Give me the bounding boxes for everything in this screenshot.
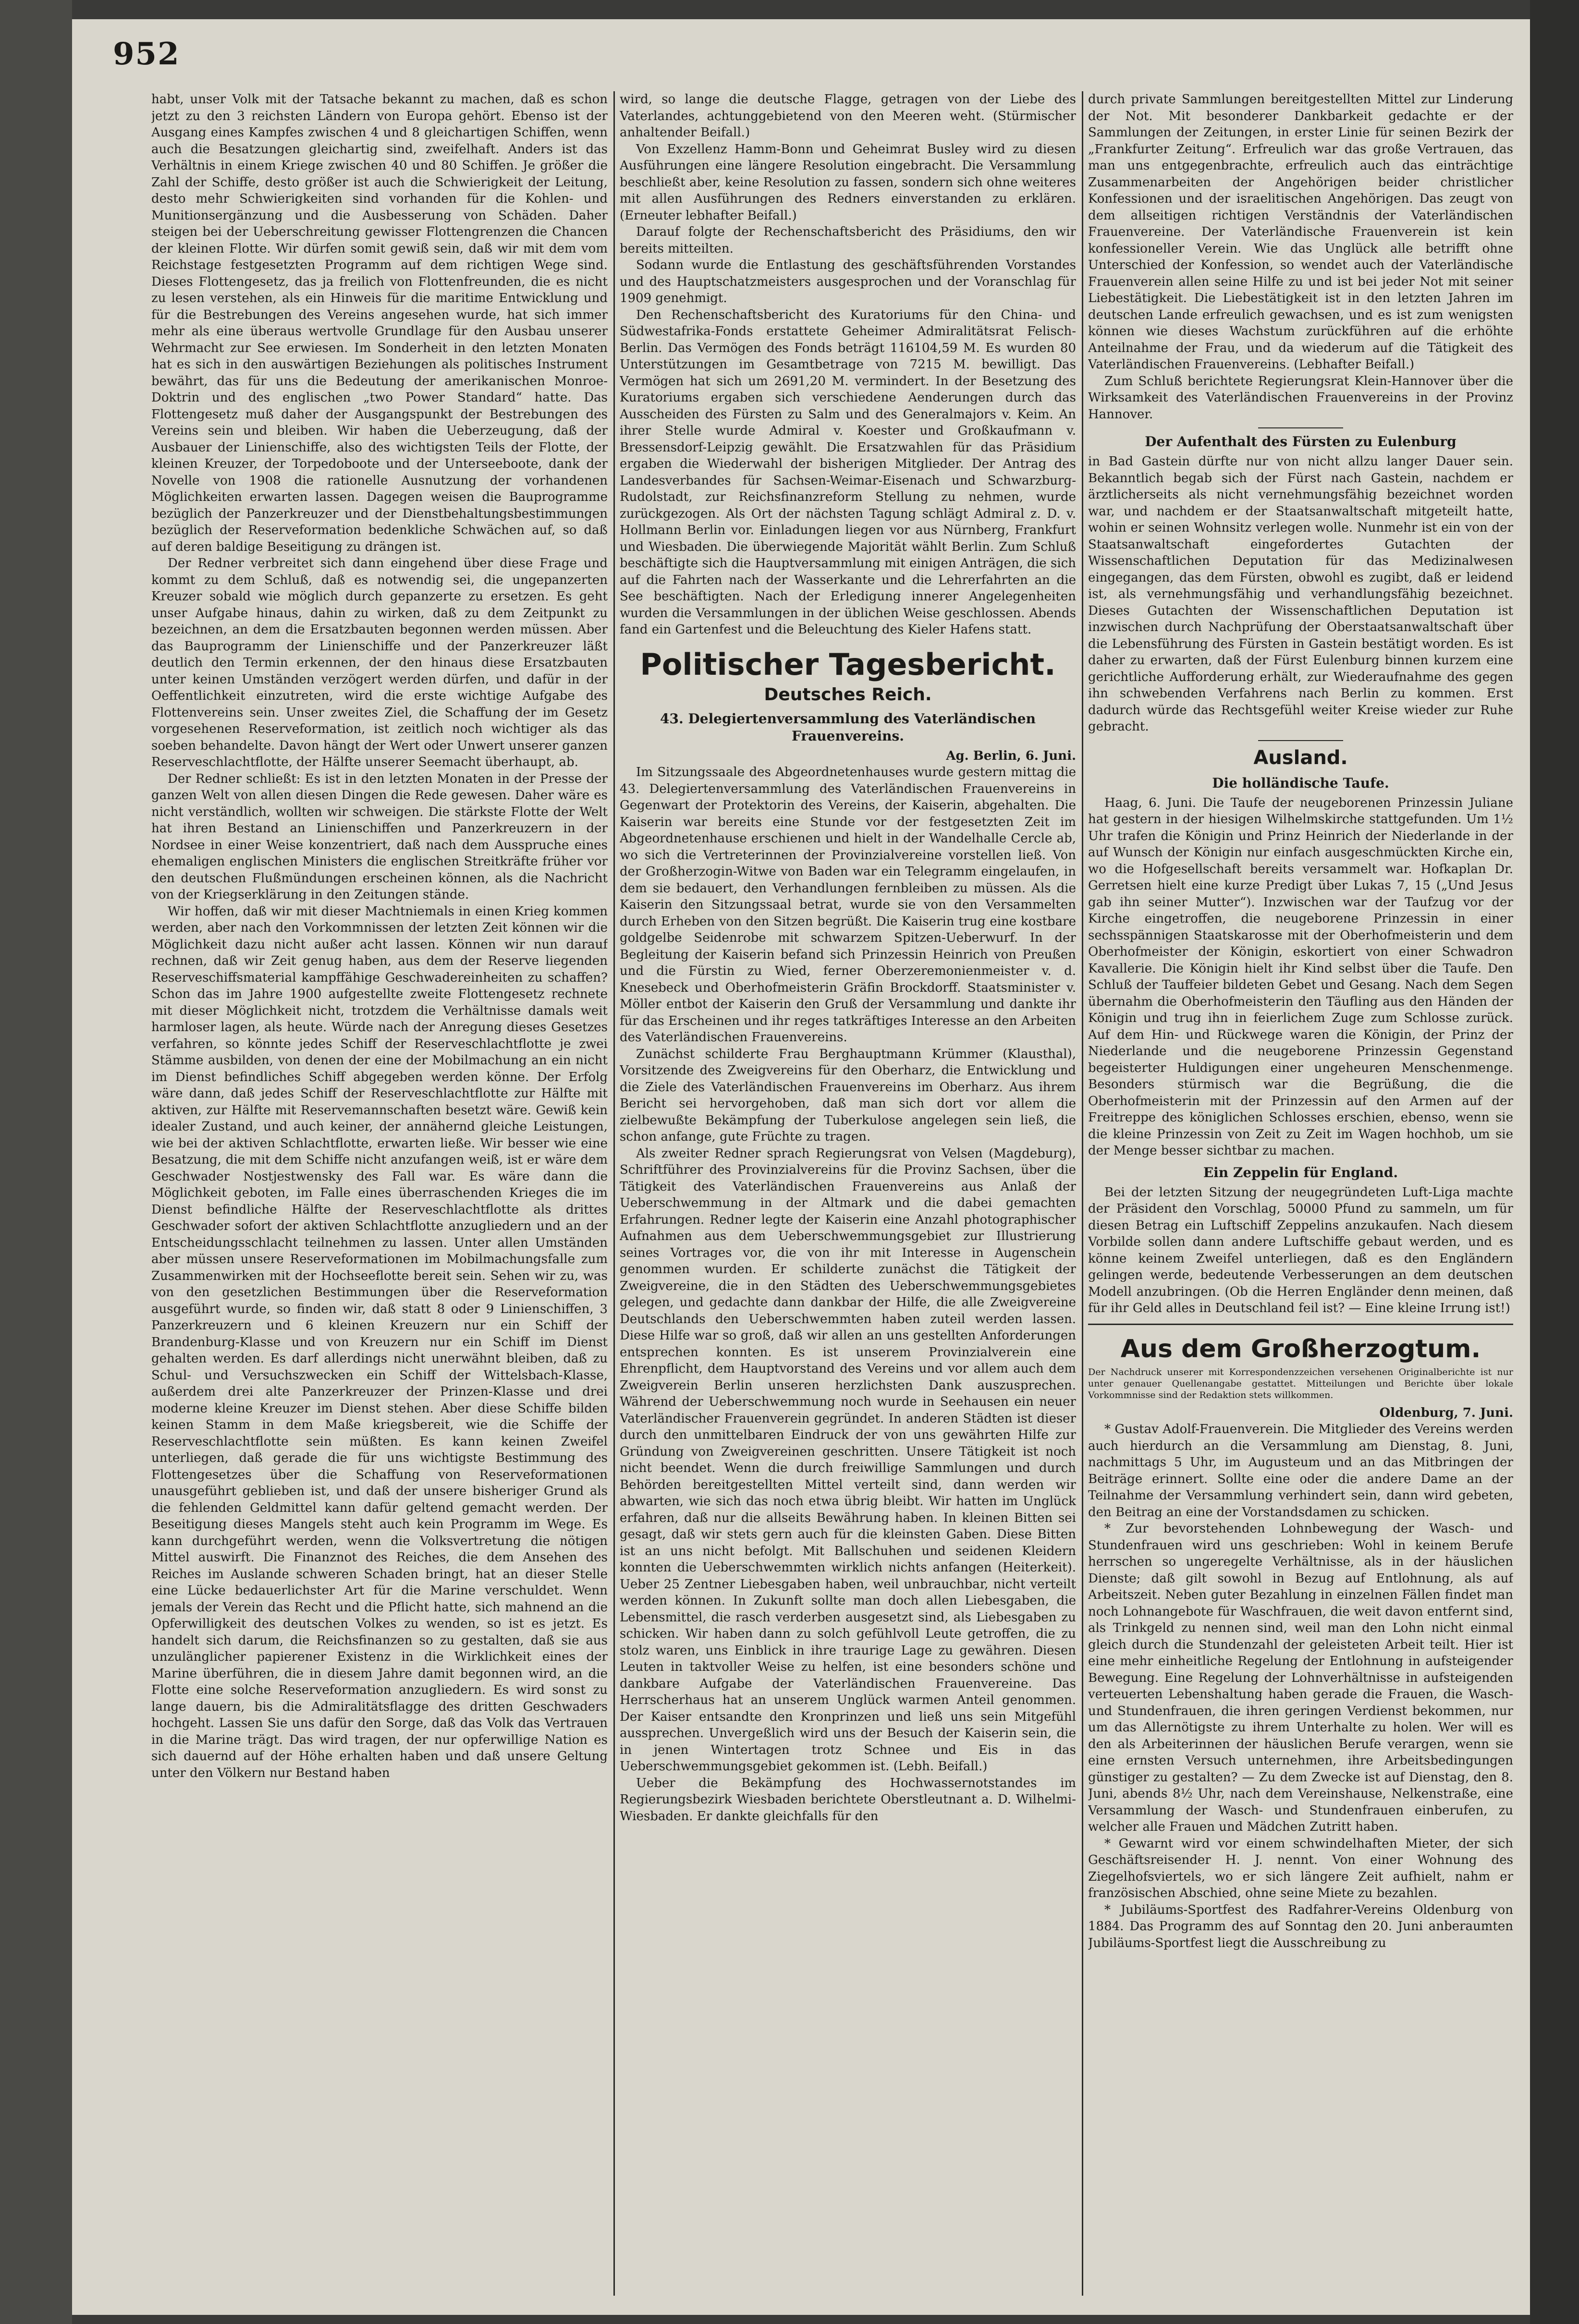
article-title: 43. Delegiertenversammlung des Vaterländischen Frauenvereins. — [660, 710, 1036, 744]
column-rule — [613, 91, 615, 2296]
paragraph: Haag, 6. Juni. Die Taufe der neugeborenen Prinzessin Juliane hat gestern in der hiesigen Wilhelmskirche stattgefunden. Um 1½ Uhr trafen die Königin und Prinz Heinrich der Niederlande in der auf Wunsch der Königin nur einfach ausgeschmückten Kirche ein, wo die Hofgesellschaft bereits versammelt war. Hofkaplan Dr. Gerretsen hielt eine kurze Predigt über Lukas 7, 15 („Und Jesus gab ihn seiner Mutter“). Inzwischen war der Taufzug vor der Kirche eingetroffen, die neugeborene Prinzessin in einer sechsspännigen Staatskarosse mit der Oberhofmeisterin und dem Oberhofmeister der Königin, eskortiert von einer Schwadron Kavallerie. Die Königin hielt ihr Kind selbst über die Taufe. Den Schluß der Tauffeier bildeten Gebet und Gesang. Nach dem Segen übernahm die Oberhofmeisterin den Täufling aus den Händen der Königin und trug ihn in feierlichem Zuge zum Schlosse zurück. Auf dem Hin- und Rückwege waren die Königin, der Prinz der Niederlande und die neugeborene Prinzessin Gegenstand begeisterter Huldigungen einer ungeheuren Menschenmenge. Besonders stürmisch war die Begrüßung, die die Oberhofmeisterin mit der Prinzessin auf den Armen auf der Freitreppe des königlichen Schlosses erschien, ebenso, wenn sie die kleine Prinzessin von Zeit zu Zeit im Wagen hochhob, um sie der Menge besser sichtbar zu machen. — [1088, 795, 1513, 1158]
divider — [1258, 427, 1343, 428]
paragraph: in Bad Gastein dürfte nur von nicht allzu langer Dauer sein. Bekanntlich begab sich der Fürst nach Gastein, nachdem er ärztlicherseits als nicht vernehmungsfähig bezeichnet worden war, und nachdem er der Staatsanwaltschaft mitgeteilt hatte, wohin er seinen Wohnsitz verlegen wolle. Nunmehr ist ein von der Staatsanwaltschaft eingefordertes Gutachten der Wissenschaftlichen Deputation für das Medizinalwesen eingegangen, das dem Fürsten, obwohl es zugibt, daß er leidend ist, als vernehmungsfähig und verhandlungsfähig bezeichnet. Dieses Gutachten der Wissenschaftlichen Deputation ist inzwischen durch Nachprüfung der Oberstaatsanwaltschaft über die Lebensführung des Fürsten in Gastein bestätigt worden. Es ist daher zu erwarten, daß der Fürst Eulenburg binnen kurzem eine gerichtliche Aufforderung erhält, zur Wiederaufnahme des gegen ihn schwebenden Verfahrens nach Berlin zu kommen. Erst dadurch würde das Rechtsgefühl weiter Kreise wieder zur Ruhe gebracht. — [1088, 454, 1513, 734]
paragraph: Darauf folgte der Rechenschaftsbericht des Präsidiums, den wir bereits mitteilten. — [620, 225, 1076, 256]
column-2 — [620, 91, 1076, 2300]
reprint-note: Der Nachdruck unserer mit Korrespondenzzeichen versehenen Originalberichte ist nur unter genauer Quellenangabe gestattet. Mitteilungen und Berichte über lokale Vorkommnisse sind der Redaktion stets willkommen. — [1088, 1366, 1513, 1400]
paragraph: Der Redner verbreitet sich dann eingehend über diese Frage und kommt zu dem Schluß, daß es notwendig sei, die ungepanzerten Kreuzer sobald wie möglich durch gepanzerte zu ersetzen. Es geht unser Aufgabe hinaus, dahin zu wirken, daß zu dem Zeitpunkt zu bezeichnen, an dem die Ersatzbauten begonnen werden müssen. Aber das Bauprogramm der Linienschiffe und der Panzerkreuzer läßt deutlich den Termin erkennen, der den hinaus diese Ersatzbauten unter keinen Umständen verzögert werden dürfen, und dafür in der Oeffentlichkeit einzutreten, wird die erste wichtige Aufgabe des Flottenvereins sein. Unser zweites Ziel, die Schaffung der im Gesetz vorgesehenen Reserveformation, ist zeitlich noch wichtiger als das soeben behandelte. Davon hängt der Wert oder Unwert unserer ganzen Reserveschlachtflotte, der Hälfte unserer Seemacht überhaupt, ab. — [151, 556, 608, 769]
paragraph: Den Rechenschaftsbericht des Kuratoriums für den China- und Südwestafrika-Fonds erstattete Geheimer Admiralitätsrat Felisch-Berlin. Das Vermögen des Fonds beträgt 116104,59 M. Es wurden 80 Unterstützungen im Gesamtbetrage von 7215 M. bewilligt. Das Vermögen hat sich um 2691,20 M. vermindert. In der Besetzung des Kuratoriums ergaben sich verschiedene Aenderungen durch das Ausscheiden des Fürsten zu Salm und des Generalmajors v. Keim. An ihrer Stelle wurde Admiral v. Koester und Großkaufmann v. Bressensdorf-Leipzig gewählt. Die Ersatzwahlen für das Präsidium ergaben die Wiederwahl der bisherigen Mitglieder. Der Antrag des Landesverbandes für Sachsen-Weimar-Eisenach und Schwarzburg-Rudolstadt, zur Reichsfinanzreform Stellung zu nehmen, wurde zurückgezogen. Als Ort der nächsten Tagung schlägt Admiral z. D. v. Hollmann Berlin vor. Einladungen liegen vor aus Nürnberg, Frankfurt und Wiesbaden. Die überwiegende Majorität wählt Berlin. Zum Schluß beschäftigte sich die Hauptversammlung mit einigen Anträgen, die sich auf die Fahrten nach der Wasserkante und die Lehrerfahrten an die See beschäftigten. Nach der Erledigung innerer Angelegenheiten wurden die Versammlungen in der üblichen Weise geschlossen. Abends fand ein Gartenfest und die Beleuchtung des Kieler Hafens statt. — [620, 307, 1076, 637]
column-rule — [1082, 91, 1083, 2296]
divider — [1258, 740, 1343, 741]
page-number: 952 — [113, 36, 180, 72]
dateline: Oldenburg, 7. Juni. — [1379, 1405, 1513, 1420]
paragraph: Bei der letzten Sitzung der neugegründeten Luft-Liga machte der Präsident den Vorschlag, 50000 Pfund zu sammeln, um für diesen Betrag ein Luftschiff Zeppelins anzukaufen. Nach diesem Vorbilde sollen dann andere Luftschiffe gebaut werden, und es könne keinem Zweifel unterliegen, daß es den Engländern gelingen werde, bedeutende Verbesserungen an dem deutschen Modell anzubringen. (Ob die Herren Engländer denn meinen, daß für ihr Geld alles in Deutschland feil ist? — Eine kleine Irrung ist!) — [1088, 1185, 1513, 1315]
paragraph: Ueber die Bekämpfung des Hochwassernotstandes im Regierungsbezirk Wiesbaden berichtete Oberstleutnant a. D. Wilhelmi-Wiesbaden. Er dankte gleichfalls für den — [620, 1776, 1076, 1824]
paragraph: Der Redner schließt: Es ist in den letzten Monaten in der Presse der ganzen Welt von allen diesen Dingen die Rede gewesen. Daher wäre es nicht verständlich, wollten wir schweigen. Die stärkste Flotte der Welt hat ihren Bestand an Linienschiffen und Panzerkreuzern in der Nordsee in einer Weise konzentriert, daß nach dem Ausspruche eines ehemaligen englischen Ministers die englischen Streitkräfte früher vor den deutschen Flußmündungen erscheinen können, als die Nachricht von der Kriegserklärung in den Zeitungen stände. — [151, 771, 608, 902]
article-title: Ein Zeppelin für England. — [1203, 1164, 1398, 1180]
paragraph: wird, so lange die deutsche Flagge, getragen von der Liebe des Vaterlandes, achtunggebietend von den Meeren weht. (Stürmischer anhaltender Beifall.) — [620, 92, 1076, 140]
article-title: Der Aufenthalt des Fürsten zu Eulenburg — [1145, 434, 1457, 450]
paragraph: * Zur bevorstehenden Lohnbewegung der Wasch- und Stundenfrauen wird uns geschrieben: Wohl in keinem Berufe herrschen so ungeregelte Verhältnisse, als in der häuslichen Dienste; daß gilt sowohl in Bezug auf Entlohnung, als auf Arbeitszeit. Neben guter Bezahlung in einzelnen Fällen findet man noch Lohnangebote für Waschfrauen, die weit davon entfernt sind, als Trinkgeld zu nennen sind, weil man den Lohn nicht einmal gleich durch die Stundenzahl der geleisteten Arbeit teilt. Hier ist eine mehr einheitliche Regelung der Entlohnung in aufsteigender Bewegung. Eine Regelung der Lohnverhältnisse in aufsteigenden verteuerten Lebenshaltung haben gerade die Frauen, die Wasch- und Stundenfrauen, die ihren geringen Verdienst bekommen, nur um das Allernötigste zu ihrem Unterhalte zu holen. Wer will es den als Arbeiterinnen der häuslichen Berufe verargen, wenn sie eine ernsten Versuch unternehmen, ihre Arbeitsbedingungen günstiger zu gestalten? — Zu dem Zwecke ist auf Dienstag, den 8. Juni, abends 8½ Uhr, nach dem Vereinshause, Nelkenstraße, eine Versammlung der Wasch- und Stundenfrauen einberufen, zu welcher alle Frauen und Mädchen Zutritt haben. — [1088, 1521, 1513, 1834]
scan-left-edge — [0, 0, 72, 2324]
paragraph: Sodann wurde die Entlastung des geschäftsführenden Vorstandes und des Hauptschatzmeisters ausgesprochen und der Voranschlag für 1909 genehmigt. — [620, 258, 1076, 305]
paragraph: * Gustav Adolf-Frauenverein. Die Mitglieder des Vereins werden auch hierdurch an die Versammlung am Dienstag, 8. Juni, nachmittags 5 Uhr, im Augusteum und an das Mitbringen der Beiträge erinnert. Sollte eine oder die andere Dame an der Teilnahme der Versammlung verhindert sein, dann wird gebeten, den Beitrag an eine der Vorstandsdamen zu schicken. — [1088, 1422, 1513, 1520]
newspaper-page — [72, 19, 1530, 2315]
article-title: Die holländische Taufe. — [1212, 775, 1389, 791]
section-title: Aus dem Großherzogtum. — [1120, 1334, 1481, 1363]
paragraph: Zum Schluß berichtete Regierungsrat Klein-Hannover über die Wirksamkeit des Vaterländischen Frauenvereins in der Provinz Hannover. — [1088, 374, 1513, 422]
section-title: Politischer Tagesbericht. — [640, 646, 1056, 682]
paragraph: * Gewarnt wird vor einem schwindelhaften Mieter, der sich Geschäftsreisender H. J. nennt. Von einer Wohnung des Ziegelhofsviertels, wo er sich längere Zeit aufhielt, nahm er französischen Abschied, ohne seine Miete zu bezahlen. — [1088, 1836, 1513, 1900]
paragraph: habt, unser Volk mit der Tatsache bekannt zu machen, daß es schon jetzt zu den 3 reichsten Ländern von Europa gehört. Ebenso ist der Ausgang eines Kampfes zwischen 4 und 8 gleichartigen Schiffen, wenn auch die Besatzungen gleichartig sind, zweifelhaft. Anders ist das Verhältnis in einem Kriege zwischen 40 und 80 Schiffen. Je größer die Zahl der Schiffe, desto größer ist auch die Schwierigkeit der Leitung, desto mehr Schwierigkeiten sind vorhanden für die Kohlen- und Munitionsergänzung und die Ausbesserung von Schäden. Daher steigen bei der Ueberschreitung gewisser Flottengrenzen die Chancen der kleinen Flotte. Wir dürfen somit gewiß sein, daß wir mit dem vom Reichstage festgesetzten Programm auf dem richtigen Wege sind. Dieses Flottengesetz, das ja freilich von Flottenfreunden, die es nicht zu lesen verstehen, als ein Hinweis für die maritime Entwicklung und für die Bestrebungen des Vereins angesehen wurde, hat sich immer mehr als eine überaus wertvolle Grundlage für den Ausbau unserer Wehrmacht zur See erwiesen. Im Sonderheit in den letzten Monaten hat es sich in den auswärtigen Beziehungen als politisches Instrument bewährt, das für uns die Bedeutung der amerikanischen Monroe-Doktrin und des englischen „two Power Standard“ hatte. Das Flottengesetz muß daher der Ausgangspunkt der Bestrebungen des Vereins sein und bleiben. Wir haben die Ueberzeugung, daß der Ausbauer der Linienschiffe, also des wichtigsten Teils der Flotte, der kleinen Kreuzer, der Torpedoboote und der Unterseeboote, dank der Novelle von 1908 die rationelle Ausnutzung der vorhandenen Möglichkeiten erwarten lassen. Dagegen weisen die Bauprogramme bezüglich der Panzerkreuzer und der Dienstbehaltungsbestimmungen bezüglich der Reserveformation bedenkliche Schwächen auf, so daß auf deren baldige Beseitigung zu drängen ist. — [151, 92, 608, 554]
paragraph: Wir hoffen, daß wir mit dieser Machtniemals in einen Krieg kommen werden, aber nach den Vorkommnissen der letzten Zeit können wir die Möglichkeit dazu nicht außer acht lassen. Können wir nun darauf rechnen, daß wir Zeit genug haben, aus dem der Reserve liegenden Reserveschiffsmaterial kampffähige Geschwadereinheiten zu schaffen? Schon das im Jahre 1900 aufgestellte zweite Flottengesetz rechnete mit dieser Möglichkeit nicht, trotzdem die Verhältnisse damals weit harmloser lagen, als heute. Würde nach der Anregung dieses Gesetzes verfahren, so könnte jedes Schiff der Reserveschlachtflotte je zwei Stämme ausbilden, von denen der eine der Mobilmachung an ein nicht im Dienst befindliches Schiff abgegeben werden könne. Der Erfolg wäre dann, daß jedes Schiff der Reserveschlachtflotte zur Hälfte mit aktiven, zur Hälfte mit Reservemannschaften besetzt wäre. Gewiß kein idealer Zustand, und auch keiner, der annähernd gleiche Leistungen, wie bei der aktiven Schlachtflotte, erwarten ließe. Wir besser wie eine Besatzung, die mit dem Schiffe nicht anzufangen weiß, ist er wäre dem Geschwader Nostjestwensky des Fall war. Es wäre dann die Möglichkeit geboten, im Falle eines überraschenden Krieges die im Dienst befindliche Hälfte der Reserveschlachtflotte als drittes Geschwader sofort der aktiven Schlachtflotte anzugliedern und an der Entscheidungsschlacht teilnehmen zu lassen. Unter allen Umständen aber müssen unsere Reserveformationen im Mobilmachungsfalle zum Zusammenwirken mit der Hochseeflotte bereit sein. Sehen wir zu, was von den gesetzlichen Bestimmungen über die Reserveformation ausgeführt wurde, so finden wir, daß statt 8 oder 9 Linienschiffen, 3 Panzerkreuzern und 6 kleinen Kreuzern nur ein Schiff der Brandenburg-Klasse und von Kreuzern nur ein Schiff im Dienst gehalten werden. Es darf allerdings nicht unerwähnt bleiben, daß zu Schul- und Versuchszwecken ein Schiff der Wittelsbach-Klasse, außerdem drei alte Panzerkreuzer der Prinzen-Klasse und drei moderne kleine Kreuzer im Dienst stehen. Aber diese Schiffe bilden keinen Stamm in dem Maße kriegsbereit, wie die Schiffe der Reserveschlachtflotte sein müßten. Es kann keinen Zweifel unterliegen, daß gerade die für uns wichtigste Bestimmung des Flottengesetzes über die Schaffung von Reserveformationen unausgeführt geblieben ist, und daß der unsere bisheriger Grund als die fehlenden Geldmittel kann dafür geltend gemacht werden. Der Beseitigung dieses Mangels steht auch kein Programm im Wege. Es kann durchgeführt werden, wenn die Volksvertretung die nötigen Mittel auswirft. Die Finanznot des Reiches, die dem Ansehen des Reiches im Auslande schweren Schaden bringt, hat an dieser Stelle eine Lücke bedauerlichster Art für die Marine verschuldet. Wenn jemals der Verein das Recht und die Pflicht hatte, sich mahnend an die Opferwilligkeit des deutschen Volkes zu wenden, so ist es jetzt. Es handelt sich darum, die Reichsfinanzen so zu gestalten, daß sie aus unzulänglicher papierener Existenz in die Wirklichkeit eines der Marine überführen, die in diesem Jahre damit begonnen wird, an die Flotte eine solche Reserveformation anzugliedern. Es wird sonst zu lange dauern, bis die Admiralitätsflagge des dritten Geschwaders hochgeht. Lassen Sie uns dafür den Sorge, daß das Volk das Vertrauen in die Marine trägt. Das wird tragen, der nur opferwillige Nation es sich dauernd auf der Höhe erhalten haben und daß unsere Geltung unter den Völkern nur Bestand haben — [151, 904, 608, 1780]
paragraph: durch private Sammlungen bereitgestellten Mittel zur Linderung der Not. Mit besonderer Dankbarkeit gedachte er der Sammlungen der Zeitungen, in erster Linie für seinen Bezirk der „Frankfurter Zeitung“. Erfreulich war das große Vertrauen, das man uns entgegenbrachte, erfreulich auch das einträchtige Zusammenarbeiten der Angehörigen beider christlicher Konfessionen und der israelitischen Angehörigen. Das zeugt von dem allseitigen richtigen Verständnis der Vaterländischen Frauenvereine. Der Vaterländische Frauenverein ist kein konfessioneller Verein. Wie das Unglück alle betrifft ohne Unterschied der Konfession, so wendet auch der Vaterländische Frauenverein allen seine Hilfe zu und ist bei jeder Not mit seiner Liebestätigkeit. Die Liebestätigkeit ist in den letzten Jahren im deutschen Lande erfreulich gewachsen, und es ist zum wenigsten können wie dieses Wachstum zurückführen auf die erhöhte Anteilnahme der Frau, und da wiederum auf die Tätigkeit des Vaterländischen Frauenvereins. (Lebhafter Beifall.) — [1088, 92, 1513, 372]
paragraph: Als zweiter Redner sprach Regierungsrat von Velsen (Magdeburg), Schriftführer des Provinzialvereins für die Provinz Sachsen, über die Tätigkeit des Vaterländischen Frauenvereins aus Anlaß der Ueberschwemmung in der Altmark und die dabei gemachten Erfahrungen. Redner legte der Kaiserin eine Anzahl photographischer Aufnahmen aus dem Ueberschwemmungsgebiet zur Illustrierung seines Vortrages vor, die von ihr mit Interesse in Augenschein genommen wurden. Er schilderte zunächst die Tätigkeit der Zweigvereine, die in den Städten des Ueberschwemmungsgebietes gelegen, und gedachte dann dankbar der Hilfe, die alle Zweigvereine Deutschlands den Ueberschwemmten haben zuteil werden lassen. Diese Hilfe war so groß, daß wir allen an uns gestellten Anforderungen entsprechen konnten. Es ist unserem Provinzialverein eine Ehrenpflicht, dem Hauptvorstand des Vereins und vor allem auch dem Zweigverein Berlin unseren herzlichsten Dank auszusprechen. Während der Ueberschwemmung noch wurde in Seehausen ein neuer Vaterländischer Frauenverein gegründet. In anderen Städten ist dieser durch den unmittelbaren Eindruck der von uns gewährten Hilfe zur Gründung von Zweigvereinen geschritten. Unsere Tätigkeit ist noch nicht beendet. Wenn die durch freiwillige Sammlungen und durch Behörden bereitgestellten Mittel verteilt sind, dann werden wir abwarten, wie sich das noch etwa übrig bleibt. Wir hatten im Unglück erfahren, daß nur die allseits Bewährung haben. In kleinen Bitten sei gesagt, daß wir stets gern auch für die kleinsten Gaben. Diese Bitten ist an uns nicht befolgt. Mit Ballschuhen und seidenen Kleidern konnten die Ueberschwemmten wirklich nichts anfangen (Heiterkeit). Ueber 25 Zentner Liebesgaben haben, weil unbrauchbar, nicht verteilt werden können. In Zukunft sollte man doch allen Liebesgaben, die Lebensmittel, die rasch verderben ausgesetzt sind, als Liebesgaben zu schicken. Wir haben dann zu solch gefühlvoll Leute getroffen, die zu stolz waren, uns Einblick in ihre traurige Lage zu gewähren. Diesen Leuten in taktvoller Weise zu helfen, ist eine besonders schöne und dankbare Aufgabe der Vaterländischen Frauenvereine. Das Herrscherhaus hat an unserem Unglück warmen Anteil genommen. Der Kaiser entsandte den Kronprinzen und ließ uns sein Mitgefühl aussprechen. Unvergeßlich wird uns der Besuch der Kaiserin sein, die in jenen Wintertagen trotz Schnee und Eis in das Ueberschwemmungsgebiet gekommen ist. (Lebh. Beifall.) — [620, 1146, 1076, 1774]
section-subtitle: Ausland. — [1253, 746, 1348, 769]
dateline: Ag. Berlin, 6. Juni. — [946, 748, 1076, 763]
paragraph: Zunächst schilderte Frau Berghauptmann Krümmer (Klausthal), Vorsitzende des Zweigvereins für den Oberharz, die Entwicklung und die Ziele des Vaterländischen Frauenvereins im Oberharz. Aus ihrem Bericht sei hervorgehoben, daß man sich dort vor allem die zielbewußte Bekämpfung der Tuberkulose angelegen sein ließ, die schon anfange, gute Früchte zu tragen. — [620, 1046, 1076, 1144]
column-3 — [1088, 91, 1513, 2300]
paragraph: * Jubiläums-Sportfest des Radfahrer-Vereins Oldenburg von 1884. Das Programm des auf Sonntag den 20. Juni anberaumten Jubiläums-Sportfest liegt die Ausschreibung zu — [1088, 1902, 1513, 1950]
paragraph: Im Sitzungssaale des Abgeordnetenhauses wurde gestern mittag die 43. Delegiertenversammlung des Vaterländischen Frauenvereins in Gegenwart der Protektorin des Vereins, der Kaiserin, abgehalten. Die Kaiserin war bereits eine Stunde vor der festgesetzten Zeit im Abgeordnetenhause erschienen und hielt in der Wandelhalle Cercle ab, wo sich die Vertreterinnen der Provinzialvereine vorstellen ließ. Von der Großherzogin-Witwe von Baden war ein Telegramm eingelaufen, in dem sie bedauert, den Verhandlungen fernbleiben zu müssen. Als die Kaiserin den Sitzungssaal betrat, wurde sie von den Versammelten durch Erheben von den Sitzen begrüßt. Die Kaiserin trug eine kostbare goldgelbe Seidenrobe mit schwarzem Spitzen-Ueberwurf. In der Begleitung der Kaiserin befand sich Prinzessin Heinrich von Preußen und die Fürstin zu Wied, ferner Oberzeremonienmeister v. d. Knesebeck und Oberhofmeisterin Gräfin Brockdorff. Staatsminister v. Möller entbot der Kaiserin den Gruß der Versammlung und dankte ihr für das Erscheinen und ihr reges tatkräftiges Interesse an den Arbeiten des Vaterländischen Frauenvereins. — [620, 765, 1076, 1045]
divider — [1088, 1324, 1513, 1325]
column-1 — [151, 91, 608, 2300]
scan-right-edge — [1530, 0, 1579, 2324]
paragraph: Von Exzellenz Hamm-Bonn und Geheimrat Busley wird zu diesen Ausführungen eine längere Resolution eingebracht. Die Versammlung beschließt aber, keine Resolution zu fassen, sondern sich ohne weiteres mit allen Ausführungen des Redners einverstanden zu erklären. (Erneuter lebhafter Beifall.) — [620, 142, 1076, 223]
section-subtitle: Deutsches Reich. — [764, 684, 932, 705]
